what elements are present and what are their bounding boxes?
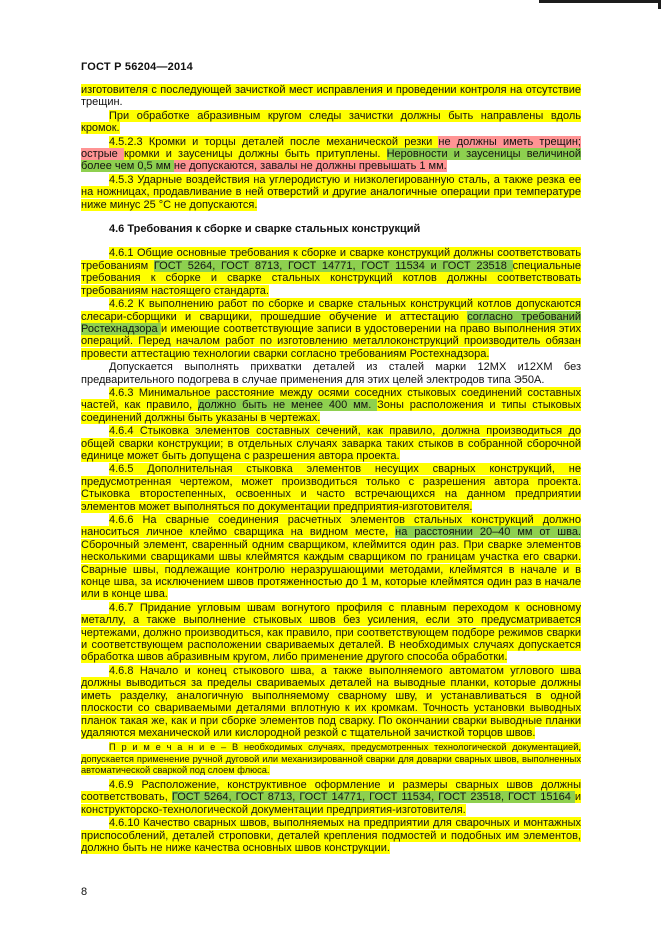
highlighted-text-segment: 4.6.1 Общие основные требования к сборке и сварке конструкций должны соответствовать требованиям xyxy=(81,247,581,272)
page-number: 8 xyxy=(81,886,88,898)
paragraph xyxy=(81,463,581,513)
highlighted-text-segment: специальные требования к сборке и сварке стальных конструкций котлов должны соответствовать требованиям настоящего стандарта. xyxy=(81,259,581,297)
paragraph xyxy=(81,514,581,601)
paragraph xyxy=(81,387,581,424)
highlighted-text-segment: П р и м е ч а н и е – В необходимых случаях, предусмотренных технологической документацией, допускается применение ручной дуговой или механизированной сварки для доварки сварных швов, выполненных автоматической сваркой под слоем флюса. xyxy=(81,742,581,775)
highlighted-text-segment: Зоны расположения и типы стыковых соединений должны быть указаны в чертежах. xyxy=(81,399,581,424)
highlighted-text-segment: и конструкторско-технологической документации предприятия-изготовителя. xyxy=(81,791,582,816)
highlighted-text-segment: ГОСТ 5264, ГОСТ 8713, ГОСТ 14771, ГОСТ 11534, ГОСТ 23518, ГОСТ 15164 xyxy=(171,791,575,804)
paragraph xyxy=(81,425,581,462)
highlighted-text-segment: кромки и заусеницы должны быть притуплены. xyxy=(123,148,387,161)
highlighted-text-segment: Неровности и заусеницы величиной более чем 0,5 мм xyxy=(81,148,581,173)
paragraph xyxy=(81,84,581,109)
scan-artifact-top-edge xyxy=(539,0,661,3)
text-segment: 4.6 Требования к сборке и сварке стальных конструкций xyxy=(109,223,421,236)
highlighted-text-segment: 4.6.9 Расположение, конструктивное оформление и размеры сварных швов должны соответствовать, xyxy=(81,778,581,804)
highlighted-text-segment: 4.6.8 Начало и конец стыкового шва, а также выполняемого автоматом углового шва должны выводиться за пределы свариваемых деталей на выводные планки, которые должны иметь разделку, аналогичную выполняемому сварному шву, и устанавливаться в одной плоскости со свариваемыми деталями вплотную к их кромкам. Точность установки выводных планок такая же, как и при сборке элементов под сварку. По окончании сварки выводные планки удаляются механической или кислородной резкой с тщательной зачисткой торцов швов. xyxy=(81,664,581,739)
highlighted-text-segment: 4.6.4 Стыковка элементов составных сечений, как правило, должна производиться до общей сварки конструкции; в отдельных случаях заварка таких стыков в собранной сборочной единице может быть допущена с разрешения автора проекта. xyxy=(81,425,581,462)
paragraph xyxy=(81,361,581,386)
paragraph xyxy=(81,247,581,297)
text-segment: трещин. xyxy=(81,96,123,109)
highlighted-text-segment: При обработке абразивным кругом следы зачистки должны быть направлены вдоль кромок. xyxy=(81,109,581,135)
highlighted-text-segment: согласно требований Ростехнадзора xyxy=(81,310,581,335)
paragraph xyxy=(81,602,581,664)
highlighted-text-segment: не допускаются, завалы не должны превышать 1 мм. xyxy=(173,160,447,173)
highlighted-text-segment: 4.5.3 Ударные воздействия на углеродистую и низколегированную сталь, а также резка ее на ножницах, продавливание в ней отверстий и другие аналогичные операции при температуре ниже минус 25 °С не допускаются. xyxy=(81,173,581,211)
highlighted-text-segment: 4.6.5 Дополнительная стыковка элементов несущих сварных конструкций, не предусмотренная чертежом, может производиться только с разрешения автора проекта. Стыковка второстепенных, освоенных и часто встречающихся на данном предприятии элементов может выполняться по документации предприятия-изготовителя. xyxy=(81,463,581,513)
highlighted-text-segment: 4.6.6 На сварные соединения расчетных элементов стальных конструкций должно наноситься личное клеймо сварщика на видном месте, xyxy=(81,514,581,539)
paragraph xyxy=(81,665,581,739)
highlighted-text-segment: на расстоянии 20–40 мм от шва. xyxy=(395,526,581,539)
highlighted-text-segment: 4.6.2 К выполнению работ по сборке и сварке стальных конструкций котлов допускаются слесари-сборщики и сварщики, прошедшие обучение и аттестацию xyxy=(81,298,581,323)
text-segment: Допускается выполнять прихватки деталей из сталей марки 12МХ и12ХМ без предварительного подогрева в случае применения для этих целей электродов типа Э50А. xyxy=(81,361,581,386)
highlighted-text-segment: 4.6.10 Качество сварных швов, выполняемых на предприятии для сварочных и монтажных приспособлений, деталей строповки, деталей крепления подмостей и подобных им элементов, должно быть не ниже качества основных швов конструкции. xyxy=(81,817,581,854)
highlighted-text-segment: 4.6.7 Придание угловым швам вогнутого профиля с плавным переходом к основному металлу, а также выполнение стыковых швов без усиления, если это предусматривается чертежами, должно производиться, как правило, при соответствующем подборе режимов сварки и соответствующем расположении свариваемых деталей. В необходимых случаях допускается обработка швов абразивным кругом, либо применение другого способа обработки. xyxy=(81,601,581,664)
note-paragraph xyxy=(81,742,581,776)
paragraph xyxy=(81,136,581,173)
highlighted-text-segment: Сборочный элемент, сваренный одним сварщиком, клеймится один раз. При сварке элементов несколькими сварщиками швы клеймятся каждым сварщиком по границам участка его сварки. Сварные швы, подлежащие контролю неразрушающими методами, клеймятся в начале и в конце шва, за исключением швов протяженностью до 1 м, которые клеймятся один раз в начале или в конце шва. xyxy=(81,538,581,601)
paragraph xyxy=(81,298,581,360)
highlighted-text-segment: ГОСТ 5264, ГОСТ 8713, ГОСТ 14771, ГОСТ 11534 и ГОСТ 23518 xyxy=(153,259,513,272)
section-heading xyxy=(81,223,581,235)
paragraph xyxy=(81,174,581,211)
highlighted-text-segment: и имеющие соответствующие записи в удостоверении на право выполнения этих операций. Перед началом работ по изготовлению металлоконструкций производитель обязан провести аттестацию технологии сварки согласно требованиям Ростехнадзора. xyxy=(81,322,581,360)
paragraph xyxy=(81,817,581,854)
highlighted-text-segment: 4.6.3 Минимальное расстояние между осями соседних стыковых соединений составных частей, как правило, xyxy=(81,386,581,412)
highlighted-text-segment: не должны иметь трещин; острые xyxy=(81,135,581,161)
highlighted-text-segment: изготовителя с последующей зачисткой мест исправления и проведении контроля на отсутствие xyxy=(81,84,581,96)
paragraph xyxy=(81,779,581,816)
highlighted-text-segment: 4.5.2.3 Кромки и торцы деталей после механической резки xyxy=(109,135,439,148)
highlighted-text-segment: должно быть не менее 400 мм. xyxy=(198,399,378,412)
document-standard-number: ГОСТ Р 56204—2014 xyxy=(81,61,193,73)
paragraph xyxy=(81,110,581,135)
document-content xyxy=(81,84,581,855)
